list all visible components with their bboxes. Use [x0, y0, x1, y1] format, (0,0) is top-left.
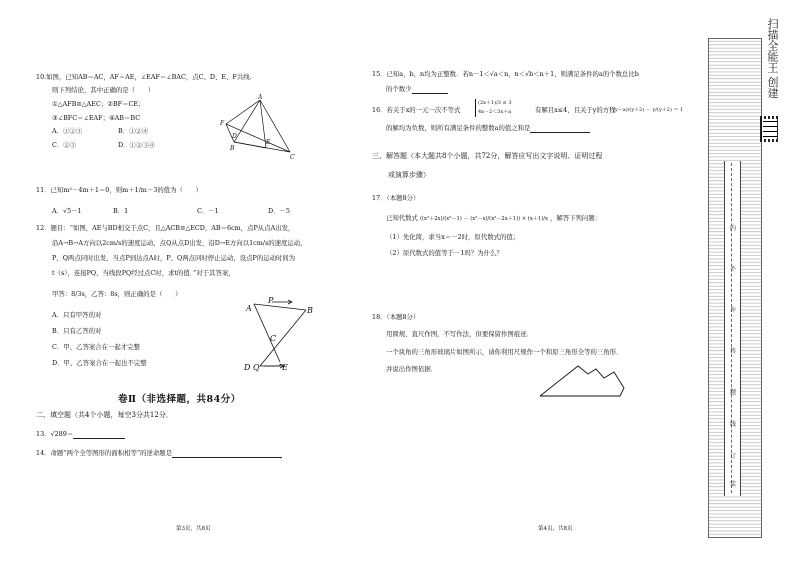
q10-option-c: C．②③: [52, 141, 77, 149]
q13-text: [36, 430, 125, 439]
q16-ineq-1: (2x＋1)/3 ≤ 3: [478, 100, 512, 106]
q13-answer-blank[interactable]: [73, 431, 125, 439]
q10-option-d: D．①②③④: [118, 141, 156, 149]
q11-option-d: D．－5: [268, 207, 290, 215]
sidebar-char-3: 许: [729, 307, 736, 314]
q17-expression: ((x²＋2x)/(x²－1) － (x²－x)/(x²－2x＋1)) × (x＋1)/x: [420, 216, 548, 222]
q14-label: 14．命题“两个全等图形的面积相等”的逆命题是: [36, 449, 173, 457]
q16-line2-wrap: [386, 124, 590, 133]
binding-margin: [708, 38, 762, 538]
q15-answer-blank[interactable]: [412, 86, 448, 94]
sidebar-char-5: 题: [729, 389, 736, 396]
q16-answer-blank[interactable]: [530, 125, 590, 133]
q12-label-q: Q: [253, 363, 260, 372]
q10-line3: ①△AFB≌△AEC；②BF＝CE；: [52, 100, 145, 108]
q12-label-e: E: [282, 363, 288, 372]
q18-line2: 一个块角的三角形玻璃片如图所示，请你利用尺规作一个和原三角形全等的三角形．: [386, 348, 623, 356]
q16-equation: (y－a)/(y＋2) － y/(y＋2) ＝ 1: [613, 107, 684, 113]
q17-title: 17．（本题8分）: [372, 194, 420, 202]
q14-answer-blank[interactable]: [172, 450, 282, 458]
binding-notice-strip: [724, 161, 741, 496]
q16-mid: 有解且x≤4，且关于y的方程: [535, 106, 616, 114]
sidebar-char-4: 答: [729, 348, 736, 355]
q17-suffix: ，解答下列问题：: [549, 214, 602, 222]
q10-line1: 10.如图，已知AB＝AC，AF＝AE，∠EAF＝∠BAC，点C、D、E、F共线.: [36, 73, 252, 81]
q16-line2: 的解均为负数，则所有满足条件的整数a的值之和是: [386, 124, 531, 132]
q12-label-b: B: [307, 306, 313, 315]
scanner-watermark-text: 扫描全能王 创建: [766, 18, 779, 99]
q10-label-f: F: [220, 120, 225, 127]
q12-line1: 12．题目：“如图，AE与BD相交于点C，且△ACB≌△ECD，AB＝6cm，点P从点A出发，: [36, 224, 295, 232]
q12-figure: [240, 294, 320, 376]
q10-label-a: A: [258, 94, 263, 101]
q15-line1: 15．已知a，b，n均为正整数．若n－1＜√a＜n，n＜√b＜n＋1，则满足条件的a的个数总比b: [372, 70, 639, 78]
page-4-footer: 第4页，共8页: [538, 526, 573, 532]
q12-line3: P、Q两点同时出发，当点P到达点A时，P、Q两点同时停止运动，设点P的运动时间为: [52, 254, 296, 262]
q12-line4: t（s），连接PQ，当线段PQ经过点C时，求t的值．”对于其答案，: [52, 269, 235, 277]
q10-option-a: A．①②③: [52, 127, 83, 135]
q11-option-c: C．－1: [197, 207, 219, 215]
q18-line1: 用圆规、直尺作图，不写作法，但要保留作图痕迹．: [386, 330, 533, 338]
volume-2-heading: 卷Ⅱ（非选择题，共84分）: [118, 394, 241, 405]
q12-option-d: D．甲、乙答案合在一起也不完整: [52, 359, 147, 367]
q10-line2: 则下列结论，其中正确的是（ ）: [52, 86, 155, 94]
q12-option-b: B．只有乙答的对: [52, 327, 102, 335]
q12-label-c: C: [270, 334, 277, 343]
q10-label-b: B: [230, 145, 235, 152]
page-3-footer: 第3页，共8页: [176, 526, 211, 532]
q12-label-a: A: [246, 304, 252, 313]
section-3-line2: 或演算步骤）: [388, 171, 430, 179]
q10-label-e: E: [266, 139, 271, 146]
section-3-line1: 三、解答题（本大题共8个小题，共72分，解答应写出文字说明、证明过程: [372, 152, 603, 160]
q10-label-d: D: [232, 133, 237, 140]
q11-line1: 11．已知m²－4m＋1＝0，则m＋1/m－3的值为（ ）: [36, 186, 203, 194]
q13-label: 13．√289＝: [36, 430, 74, 438]
q16-pre: 16．若关于x的一元一次不等式: [372, 106, 461, 114]
sidebar-char-1: 内: [729, 225, 736, 232]
qr-code-pattern: [763, 119, 777, 139]
q17-item-2: （2）原代数式的值等于－1吗？为什么？: [386, 249, 503, 257]
q10-figure: [218, 94, 298, 162]
q12-line5: 甲答：8/3s，乙答：8s，则正确的是（ ）: [52, 290, 182, 298]
q17-item-1: （1）先化简，求当x＝－2时，原代数式的值；: [386, 233, 520, 241]
q12-option-c: C．甲、乙答案合在一起才完整: [52, 343, 140, 351]
section-2-heading: 二、填空题（共4个小题，每空3分共12分．: [36, 411, 173, 419]
sidebar-char-8: 装: [729, 481, 736, 488]
sidebar-char-2: 不: [729, 266, 736, 273]
q12-option-a: A．只有甲答的对: [52, 311, 102, 319]
sidebar-char-6: 线: [729, 421, 736, 428]
q17-prefix: 已知代数式: [386, 214, 418, 222]
q10-line4: ③∠BFC＝∠EAF；④AB＝BC: [52, 114, 141, 122]
q10-option-b: B．①②④: [118, 127, 149, 135]
q12-label-d: D: [244, 363, 251, 372]
q18-line3: 并说出作图依据．: [386, 365, 438, 373]
q11-option-b: B．1: [113, 207, 129, 215]
q18-broken-triangle-figure: [538, 360, 638, 400]
q17-line1: [386, 214, 601, 224]
q12-line2: 沿A→B→A方向以2cm/s的速度运动，点Q从点D出发，沿D→E方向以1cm/s的速度运动，: [52, 239, 307, 247]
q12-label-p: P: [268, 296, 274, 305]
q15-line2: 的个数少: [386, 85, 412, 93]
q11-option-a: A．√5－1: [52, 207, 82, 215]
q14-text: [36, 449, 282, 458]
sidebar-char-7: 订: [729, 453, 736, 460]
q18-title: 18．（本题8分）: [372, 313, 420, 321]
q16-ineq-2: 4x－2＜3x＋a: [478, 109, 512, 115]
q15-line2-wrap: [386, 85, 448, 94]
q10-label-c: C: [290, 154, 295, 161]
q16-system: [475, 99, 512, 117]
